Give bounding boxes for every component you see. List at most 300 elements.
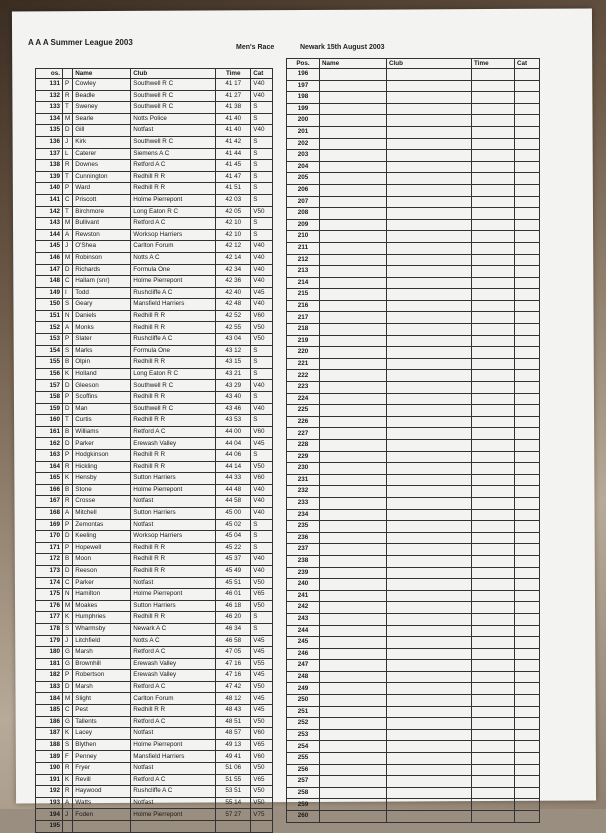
cell-empty [472,729,515,741]
cell-time: 49 41 [216,751,251,763]
col-cat: Cat [251,69,273,79]
cell-club: Long Eaton R C [131,206,216,218]
cell-initial: J [63,809,73,821]
table-row [287,683,540,695]
cell-empty [387,706,472,718]
cell-pos: 244 [287,625,320,637]
cell-empty [387,718,472,730]
table-row [36,507,273,519]
cell-empty [472,184,515,196]
cell-pos: 159 [36,403,63,415]
cell-empty [320,92,387,104]
table-row [287,393,540,405]
table-row [36,171,273,183]
cell-empty [387,115,472,127]
cell-cat: V60 [251,426,273,438]
cell-cat: V45 [251,287,273,299]
cell-time: 42 48 [216,299,251,311]
cell-cat: S [251,542,273,554]
table-row [287,208,540,220]
cell-empty [515,416,540,428]
cell-club: Redhill R R [131,357,216,369]
cell-empty [387,69,472,81]
table-row [287,115,540,127]
cell-club: Southwell R C [131,380,216,392]
table-row [287,555,540,567]
cell-pos: 180 [36,647,63,659]
table-row [287,764,540,776]
cell-cat: V40 [251,484,273,496]
table-row [36,647,273,659]
table-row [36,415,273,427]
cell-pos: 232 [287,486,320,498]
cell-empty [387,509,472,521]
cell-club: Redhill R R [131,612,216,624]
cell-empty [387,590,472,602]
col-time: Time [472,59,515,69]
cell-name: Richards [73,264,131,276]
cell-pos: 227 [287,428,320,440]
cell-pos: 255 [287,753,320,765]
cell-name: Marsh [73,681,131,693]
cell-empty [515,695,540,707]
cell-empty [515,590,540,602]
cell-pos: 144 [36,229,63,241]
cell-empty [387,741,472,753]
cell-pos: 236 [287,532,320,544]
cell-empty [472,637,515,649]
cell-club: Notts A C [131,252,216,264]
cell-initial: B [63,357,73,369]
cell-empty [387,671,472,683]
cell-empty [320,80,387,92]
cell-pos: 196 [287,69,320,81]
cell-empty [320,695,387,707]
cell-empty [515,358,540,370]
table-row [36,183,273,195]
table-row [36,670,273,682]
cell-pos: 170 [36,531,63,543]
cell-club: Holme Pierrepont [131,276,216,288]
cell-empty [387,405,472,417]
cell-empty [515,718,540,730]
cell-time: 44 00 [216,426,251,438]
cell-time: 48 51 [216,716,251,728]
cell-pos: 140 [36,183,63,195]
table-row [287,312,540,324]
cell-initial: A [63,797,73,809]
cell-pos: 156 [36,368,63,380]
cell-name: Rewston [73,229,131,241]
cell-cat: V65 [251,774,273,786]
cell-initial: P [63,79,73,91]
cell-pos: 254 [287,741,320,753]
cell-cat: V75 [251,809,273,821]
cell-empty [320,579,387,591]
cell-empty [515,69,540,81]
cell-initial: P [63,183,73,195]
cell-cat: V45 [251,670,273,682]
table-row [36,241,273,253]
cell-cat: V60 [251,310,273,322]
cell-time: 42 14 [216,252,251,264]
cell-cat: S [251,183,273,195]
cell-empty [472,382,515,394]
cell-club: Formula One [131,264,216,276]
cell-pos: 225 [287,405,320,417]
cell-name: Todd [73,287,131,299]
cell-empty [387,463,472,475]
cell-initial: B [63,554,73,566]
cell-empty [515,92,540,104]
cell-pos: 152 [36,322,63,334]
cell-club: Notfast [131,577,216,589]
cell-pos: 133 [36,102,63,114]
cell-time: 45 51 [216,577,251,589]
cell-club: Southwell R C [131,102,216,114]
table-row [287,266,540,278]
cell-name: Watts [73,797,131,809]
cell-empty [387,358,472,370]
cell-club: Redhill R R [131,461,216,473]
cell-time: 45 22 [216,542,251,554]
cell-pos: 241 [287,590,320,602]
cell-club: Redhill R R [131,322,216,334]
cell-time: 57 27 [216,809,251,821]
cell-club: Long Eaton R C [131,368,216,380]
cell-empty [515,161,540,173]
cell-pos: 245 [287,637,320,649]
cell-empty [472,324,515,336]
table-row [36,194,273,206]
cell-empty [387,231,472,243]
cell-name: Hensby [73,473,131,485]
cell-pos: 135 [36,125,63,137]
cell-empty [472,393,515,405]
cell-club: Southwell R C [131,90,216,102]
cell-empty [387,335,472,347]
cell-time: 44 04 [216,438,251,450]
cell-pos: 219 [287,335,320,347]
cell-pos: 237 [287,544,320,556]
table-row [36,786,273,798]
cell-empty [387,254,472,266]
table-row [36,299,273,311]
col-club: Club [131,69,216,79]
cell-club: Redhill R R [131,705,216,717]
cell-pos: 177 [36,612,63,624]
cell-club: Rushcliffe A C [131,334,216,346]
cell-empty [387,567,472,579]
table-row [36,705,273,717]
cell-empty [387,451,472,463]
cell-cat: V50 [251,786,273,798]
cell-club: Redhill R R [131,183,216,195]
cell-empty [387,648,472,660]
cell-name: Penney [73,751,131,763]
cell-time: 48 57 [216,728,251,740]
cell-empty [472,706,515,718]
cell-empty [472,300,515,312]
cell-club: Notts A C [131,635,216,647]
cell-initial: P [63,670,73,682]
cell-empty [515,579,540,591]
cell-initial: D [63,403,73,415]
cell-empty [472,266,515,278]
cell-empty [472,416,515,428]
cell-club: Notts Police [131,113,216,125]
cell-pos: 226 [287,416,320,428]
table-row [287,405,540,417]
cell-name: Birchmore [73,206,131,218]
table-row [287,532,540,544]
table-row [36,345,273,357]
cell-name: Hallam (snr) [73,276,131,288]
cell-cat: S [251,136,273,148]
table-row [287,521,540,533]
cell-empty [387,787,472,799]
cell-pos: 203 [287,150,320,162]
cell-pos: 209 [287,219,320,231]
cell-empty [472,474,515,486]
cell-name: Priscott [73,194,131,206]
table-row [36,148,273,160]
cell-empty [387,753,472,765]
cell-pos: 250 [287,695,320,707]
cell-empty [472,764,515,776]
table-row [287,231,540,243]
cell-initial: D [63,438,73,450]
cell-pos: 150 [36,299,63,311]
table-row [36,484,273,496]
cell-time: 47 05 [216,647,251,659]
cell-name: Marsh [73,647,131,659]
cell-time: 42 10 [216,229,251,241]
cell-time: 42 03 [216,194,251,206]
cell-club: Holme Pierrepont [131,739,216,751]
cell-name: Brownhill [73,658,131,670]
cell-empty [320,208,387,220]
cell-empty [515,335,540,347]
cell-time: 44 48 [216,484,251,496]
cell-empty [387,811,472,823]
cell-name: Haywood [73,786,131,798]
cell-time: 43 46 [216,403,251,415]
table-row [36,125,273,137]
cell-empty [515,312,540,324]
cell-name: Lacey [73,728,131,740]
cell-club: Sutton Harriers [131,507,216,519]
cell-empty [515,613,540,625]
cell-initial: J [63,136,73,148]
cell-empty [472,509,515,521]
cell-cat: S [251,612,273,624]
cell-pos: 184 [36,693,63,705]
cell-pos: 198 [287,92,320,104]
cell-empty [320,289,387,301]
table-row [287,579,540,591]
cell-empty [320,173,387,185]
cell-empty [387,242,472,254]
cell-empty [472,254,515,266]
cell-name: Parker [73,438,131,450]
cell-name: O'Shea [73,241,131,253]
cell-time: 43 15 [216,357,251,369]
cell-pos: 194 [36,809,63,821]
cell-empty [320,126,387,138]
cell-empty [320,440,387,452]
cell-empty [515,532,540,544]
cell-pos: 206 [287,184,320,196]
cell-empty [515,741,540,753]
cell-empty [320,161,387,173]
cell-pos: 228 [287,440,320,452]
table-row [36,739,273,751]
cell-empty [472,613,515,625]
table-row [287,671,540,683]
cell-empty [515,567,540,579]
cell-pos: 134 [36,113,63,125]
cell-time: 43 21 [216,368,251,380]
cell-initial: J [63,635,73,647]
cell-empty [387,683,472,695]
cell-time: 41 44 [216,148,251,160]
cell-cat: V40 [251,252,273,264]
cell-pos: 158 [36,392,63,404]
cell-empty [472,161,515,173]
cell-club: Redhill R R [131,565,216,577]
cell-empty [472,150,515,162]
cell-empty [472,463,515,475]
cell-name: Man [73,403,131,415]
cell-initial: D [63,565,73,577]
cell-initial: P [63,519,73,531]
cell-pos: 234 [287,509,320,521]
cell-empty [515,729,540,741]
cell-empty [515,463,540,475]
cell-club: Notfast [131,763,216,775]
cell-initial: A [63,229,73,241]
cell-name: Marks [73,345,131,357]
cell-empty [320,312,387,324]
cell-time: 46 20 [216,612,251,624]
cell-cat: V40 [251,241,273,253]
table-row [36,565,273,577]
cell-empty [320,277,387,289]
table-row [36,600,273,612]
cell-name: Searle [73,113,131,125]
cell-name: Mitchell [73,507,131,519]
cell-pos: 141 [36,194,63,206]
table-row [287,567,540,579]
cell-cat: V50 [251,716,273,728]
cell-club: Southwell R C [131,79,216,91]
cell-pos: 253 [287,729,320,741]
cell-empty [515,486,540,498]
cell-empty [320,335,387,347]
cell-name: Fryer [73,763,131,775]
cell-empty [387,103,472,115]
cell-name: Ward [73,183,131,195]
cell-empty [320,103,387,115]
cell-club: Redhill R R [131,310,216,322]
cell-time: 42 36 [216,276,251,288]
cell-empty [387,289,472,301]
cell-empty [320,196,387,208]
table-row [287,382,540,394]
cell-club: Formula One [131,345,216,357]
cell-cat: V40 [251,507,273,519]
cell-empty [515,474,540,486]
cell-name: Gleeson [73,380,131,392]
cell-club: Holme Pierrepont [131,809,216,821]
cell-empty [387,347,472,359]
cell-initial: M [63,113,73,125]
cell-empty [387,613,472,625]
cell-initial: T [63,415,73,427]
cell-pos: 256 [287,764,320,776]
cell-initial: L [63,148,73,160]
cell-cat: V40 [251,380,273,392]
cell-pos: 197 [287,80,320,92]
table-row [36,681,273,693]
cell-initial: K [63,728,73,740]
cell-empty [387,370,472,382]
cell-time: 42 12 [216,241,251,253]
cell-empty [515,208,540,220]
cell-pos: 146 [36,252,63,264]
table-row [287,300,540,312]
cell-initial: G [63,658,73,670]
cell-pos: 190 [36,763,63,775]
cell-initial: M [63,693,73,705]
cell-empty [472,590,515,602]
cell-empty [387,428,472,440]
cell-club: Redhill R R [131,542,216,554]
cell-initial: I [63,287,73,299]
cell-pos: 182 [36,670,63,682]
league-title: A A A Summer League 2003 [28,38,133,47]
cell-empty [387,532,472,544]
cell-empty [472,231,515,243]
cell-empty [515,509,540,521]
cell-empty [387,80,472,92]
cell-initial: N [63,589,73,601]
cell-time: 45 37 [216,554,251,566]
cell-time: 51 06 [216,763,251,775]
cell-empty [387,729,472,741]
cell-time: 41 51 [216,183,251,195]
cell-empty [472,196,515,208]
table-row [287,80,540,92]
cell-empty [515,602,540,614]
cell-pos: 165 [36,473,63,485]
cell-name: Hickling [73,461,131,473]
cell-empty [387,555,472,567]
cell-pos: 171 [36,542,63,554]
cell-empty [515,196,540,208]
cell-empty [320,776,387,788]
cell-empty [320,613,387,625]
table-row [287,126,540,138]
cell-pos: 200 [287,115,320,127]
table-row [287,451,540,463]
cell-initial: T [63,206,73,218]
cell-initial: R [63,763,73,775]
table-row [287,103,540,115]
table-row [36,334,273,346]
table-row [36,252,273,264]
